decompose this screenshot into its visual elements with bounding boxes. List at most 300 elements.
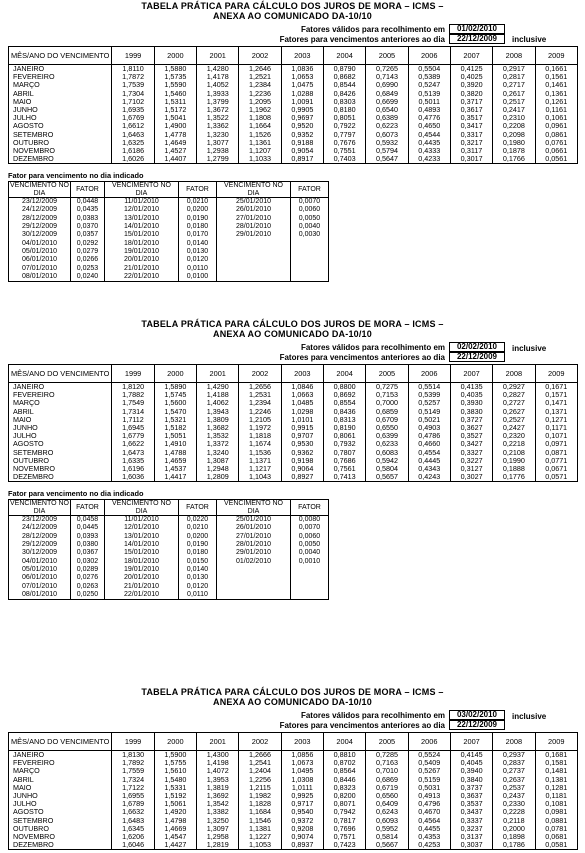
date-cell: 23/12/2009 [9, 198, 71, 207]
factor-cell: 0,8800 [323, 383, 365, 392]
date-cell: 22/01/2010 [105, 273, 179, 282]
factor-cell: 0,3527 [450, 432, 492, 440]
factor-cell: 0,3317 [450, 131, 492, 139]
factor-cell: 0,4544 [408, 131, 450, 139]
factor-cell: 0,2118 [493, 817, 535, 825]
factor-cell: 1,4910 [154, 440, 196, 448]
table-title: TABELA PRÁTICA PARA CÁLCULO DOS JUROS DE MORA – ICMS – [141, 319, 444, 329]
factor-cell: 0,1281 [535, 784, 577, 792]
factor-cell: 0,6389 [366, 114, 408, 122]
factor-cell: 0,1681 [535, 751, 577, 760]
factor-cell: 0,7942 [323, 808, 365, 816]
factor-cell: 0,4455 [408, 825, 450, 833]
factor-cell: 1,1361 [239, 139, 281, 147]
factor-cell: 0,9208 [281, 825, 323, 833]
factor-cell: 1,0846 [281, 383, 323, 392]
fator-cell: 0,0030 [291, 231, 329, 239]
factor-cell: 0,9064 [281, 465, 323, 473]
fator-cell: 0,0200 [179, 206, 217, 214]
fator-cell: 0,0180 [179, 549, 217, 557]
factor-cell: 0,0661 [535, 147, 577, 155]
prev-label: Fatores para vencimentos anteriores ao dia [279, 35, 445, 44]
factor-cell: 0,1471 [535, 399, 577, 407]
factor-cell: 1,5600 [154, 399, 196, 407]
date-cell: 01/02/2010 [217, 558, 291, 566]
vencimento-header: VENCIMENTO NO DIA [105, 500, 179, 516]
factor-cell: 0,2228 [493, 808, 535, 816]
factor-cell: 1,3532 [197, 432, 239, 440]
prev-date: 22/12/2009 [449, 720, 505, 730]
factor-cell: 0,7676 [323, 139, 365, 147]
fator-cell: 0,0040 [291, 549, 329, 557]
month-cell: NOVEMBRO [9, 465, 112, 473]
factor-cell: 0,1161 [535, 106, 577, 114]
fator-cell: 0,0100 [179, 273, 217, 282]
fator-cell: 0,0445 [71, 524, 105, 532]
fator-cell: 0,0140 [179, 240, 217, 248]
year-header: 2003 [281, 47, 323, 65]
year-header: 2003 [281, 733, 323, 751]
fator-cell: 0,0302 [71, 558, 105, 566]
date-cell: 30/12/2009 [9, 549, 71, 557]
factor-cell: 1,5480 [154, 776, 196, 784]
month-cell: SETEMBRO [9, 131, 112, 139]
factor-cell: 1,8110 [112, 65, 154, 74]
factor-cell: 0,4554 [408, 449, 450, 457]
factor-cell: 1,3943 [197, 408, 239, 416]
date-cell: 29/01/2010 [217, 549, 291, 557]
factor-cell: 0,8692 [323, 391, 365, 399]
factor-cell: 1,0091 [281, 98, 323, 106]
factor-cell: 0,6233 [366, 440, 408, 448]
factor-cell: 0,5247 [408, 81, 450, 89]
factor-cell: 0,9925 [281, 792, 323, 800]
factor-cell: 0,1271 [535, 416, 577, 424]
fator-row [9, 248, 329, 256]
factor-cell: 0,2098 [493, 131, 535, 139]
factor-cell: 1,6345 [112, 825, 154, 833]
factor-cell: 0,8927 [281, 473, 323, 482]
vencimento-header: VENCIMENTO NO DIA [217, 500, 291, 516]
factor-cell: 0,0781 [535, 825, 577, 833]
fator-cell: 0,0266 [71, 256, 105, 264]
factor-cell: 0,2837 [493, 759, 535, 767]
factor-cell: 0,2310 [493, 114, 535, 122]
factor-cell: 1,4052 [197, 81, 239, 89]
factor-cell: 1,2246 [239, 408, 281, 416]
factor-cell: 0,9188 [281, 139, 323, 147]
fator-cell: 0,0276 [71, 574, 105, 582]
date-cell: 28/12/2009 [9, 215, 71, 223]
factor-cell: 1,5470 [154, 408, 196, 416]
date-cell [217, 591, 291, 600]
factor-cell: 1,6026 [112, 155, 154, 164]
factor-cell: 0,3517 [450, 114, 492, 122]
fator-row [9, 206, 329, 214]
date-cell: 14/01/2010 [105, 541, 179, 549]
factor-cell: 1,1828 [239, 800, 281, 808]
table-subtitle: ANEXA AO COMUNICADO DA-10/10 [213, 11, 372, 21]
factor-cell: 0,0571 [535, 473, 577, 482]
factor-cell: 1,4788 [154, 449, 196, 457]
factor-cell: 1,5755 [154, 759, 196, 767]
factor-cell: 0,5267 [408, 767, 450, 775]
factor-cell: 1,6196 [112, 465, 154, 473]
month-cell: JULHO [9, 800, 112, 808]
factor-cell: 1,6935 [112, 106, 154, 114]
month-cell: ABRIL [9, 90, 112, 98]
table-section [0, 318, 585, 636]
factor-cell: 1,2541 [239, 759, 281, 767]
factor-cell: 0,8323 [323, 784, 365, 792]
factor-cell: 1,3087 [197, 457, 239, 465]
factor-cell: 0,3437 [450, 808, 492, 816]
factor-cell: 1,8120 [112, 383, 154, 392]
factor-cell: 1,2394 [239, 399, 281, 407]
date-cell: 05/01/2010 [9, 248, 71, 256]
fator-cell [291, 240, 329, 248]
fator-row [9, 256, 329, 264]
factor-cell: 1,6769 [112, 114, 154, 122]
vencimento-header: VENCIMENTO NO DIA [105, 182, 179, 198]
factor-cell: 0,4435 [408, 139, 450, 147]
factor-cell: 0,7797 [323, 131, 365, 139]
table-header-row [9, 47, 578, 65]
inclusive-label: inclusive [512, 344, 547, 353]
month-cell: DEZEMBRO [9, 841, 112, 850]
factor-cell: 0,3117 [450, 147, 492, 155]
factor-cell: 0,5794 [366, 147, 408, 155]
date-cell: 19/01/2010 [105, 248, 179, 256]
factor-cell: 0,0881 [535, 817, 577, 825]
factor-cell: 0,4253 [408, 841, 450, 850]
prev-date: 22/12/2009 [449, 352, 505, 362]
date-cell: 08/01/2010 [9, 591, 71, 600]
year-header: 2008 [493, 733, 535, 751]
factor-cell: 0,3337 [450, 817, 492, 825]
factor-cell: 1,1217 [239, 465, 281, 473]
factor-cell: 0,4353 [408, 833, 450, 841]
year-header: 2007 [450, 365, 492, 383]
factor-cell: 1,1808 [239, 114, 281, 122]
table-title: TABELA PRÁTICA PARA CÁLCULO DOS JUROS DE MORA – ICMS – [141, 687, 444, 697]
factor-cell: 1,5890 [154, 383, 196, 392]
factor-cell: 1,4427 [154, 841, 196, 850]
factor-cell: 0,8810 [323, 751, 365, 760]
fator-cell: 0,0150 [179, 558, 217, 566]
factor-cell: 0,0771 [535, 457, 577, 465]
factor-cell: 0,0581 [535, 841, 577, 850]
month-cell: SETEMBRO [9, 449, 112, 457]
date-cell [217, 273, 291, 282]
month-cell: AGOSTO [9, 122, 112, 130]
year-header: 1999 [112, 47, 154, 65]
factor-cell: 0,3427 [450, 440, 492, 448]
factor-cell: 0,4893 [408, 106, 450, 114]
fator-row [9, 566, 329, 574]
factor-cell: 0,9707 [281, 432, 323, 440]
factor-cell: 0,7010 [366, 767, 408, 775]
factor-cell: 1,4062 [197, 399, 239, 407]
table-section [0, 0, 585, 318]
table-row [9, 473, 578, 482]
fator-cell: 0,0435 [71, 206, 105, 214]
fator-cell: 0,0253 [71, 265, 105, 273]
month-cell: JANEIRO [9, 383, 112, 392]
factor-cell: 1,4417 [154, 473, 196, 482]
factor-cell: 0,7551 [323, 147, 365, 155]
factor-cell: 1,2799 [197, 155, 239, 164]
factor-cell: 0,6719 [366, 784, 408, 792]
factor-cell: 1,2948 [197, 465, 239, 473]
factor-cell: 1,4778 [154, 131, 196, 139]
factor-cell: 1,8130 [112, 751, 154, 760]
month-cell: NOVEMBRO [9, 833, 112, 841]
factor-cell: 1,1546 [239, 817, 281, 825]
fator-cell: 0,0120 [179, 583, 217, 591]
fator-cell: 0,0367 [71, 549, 105, 557]
factor-cell: 0,4786 [408, 432, 450, 440]
factor-cell: 1,6945 [112, 424, 154, 432]
date-cell: 04/01/2010 [9, 558, 71, 566]
date-cell [217, 265, 291, 273]
month-cell: JANEIRO [9, 65, 112, 74]
factor-cell: 0,1776 [493, 473, 535, 482]
fator-row [9, 198, 329, 207]
factor-cell: 0,9697 [281, 114, 323, 122]
factor-cell: 0,9372 [281, 817, 323, 825]
factor-cell: 0,3017 [450, 155, 492, 164]
date-cell: 28/01/2010 [217, 223, 291, 231]
factor-cell: 0,2208 [493, 122, 535, 130]
factor-cell: 0,9717 [281, 800, 323, 808]
fator-cell: 0,0080 [291, 516, 329, 525]
month-cell: MARÇO [9, 81, 112, 89]
factor-cell: 0,7561 [323, 465, 365, 473]
factor-cell: 1,0673 [281, 759, 323, 767]
factor-cell: 0,9352 [281, 131, 323, 139]
factor-cell: 0,0871 [535, 449, 577, 457]
fator-row [9, 265, 329, 273]
valid-label: Fatores válidos para recolhimento em [300, 711, 445, 720]
factor-cell: 0,7153 [366, 391, 408, 399]
juros-table [8, 364, 578, 482]
year-header: 2000 [154, 733, 196, 751]
factor-cell: 0,7413 [323, 473, 365, 482]
fator-cell [291, 248, 329, 256]
fator-cell: 0,0380 [71, 541, 105, 549]
factor-cell: 0,8071 [323, 800, 365, 808]
date-cell: 20/01/2010 [105, 574, 179, 582]
factor-cell: 0,6550 [366, 424, 408, 432]
factor-cell: 0,0561 [535, 155, 577, 164]
factor-cell: 1,4178 [197, 73, 239, 81]
factor-cell: 0,7403 [323, 155, 365, 164]
factor-cell: 0,5647 [366, 155, 408, 164]
year-header: 2004 [323, 733, 365, 751]
factor-cell: 1,6955 [112, 792, 154, 800]
factor-cell: 0,1766 [493, 155, 535, 164]
factor-cell: 0,1081 [535, 800, 577, 808]
factor-cell: 1,1227 [239, 833, 281, 841]
fator-cell: 0,0263 [71, 583, 105, 591]
factor-cell: 1,6186 [112, 147, 154, 155]
table-title: TABELA PRÁTICA PARA CÁLCULO DOS JUROS DE MORA – ICMS – [141, 1, 444, 11]
factor-cell: 0,2437 [493, 792, 535, 800]
factor-cell: 0,1898 [493, 833, 535, 841]
date-cell: 29/12/2009 [9, 541, 71, 549]
factor-cell: 0,4035 [450, 391, 492, 399]
year-header: 2004 [323, 365, 365, 383]
table-header-row [9, 733, 578, 751]
factor-cell: 1,3809 [197, 416, 239, 424]
factor-cell: 0,7423 [323, 841, 365, 850]
valid-label: Fatores válidos para recolhimento em [300, 343, 445, 352]
fator-row [9, 549, 329, 557]
juros-table [8, 732, 578, 850]
fator-header: FATOR [291, 500, 329, 516]
factor-cell: 1,6335 [112, 457, 154, 465]
fator-cell: 0,0180 [179, 223, 217, 231]
date-cell: 21/01/2010 [105, 265, 179, 273]
inclusive-label: inclusive [512, 712, 547, 721]
factor-cell: 1,5041 [154, 114, 196, 122]
fator-row [9, 240, 329, 248]
fator-cell: 0,0448 [71, 198, 105, 207]
fator-cell [291, 566, 329, 574]
month-cell: MARÇO [9, 767, 112, 775]
factor-cell: 1,7559 [112, 767, 154, 775]
factor-cell: 1,6483 [112, 817, 154, 825]
factor-cell: 0,5021 [408, 416, 450, 424]
factor-cell: 1,5182 [154, 424, 196, 432]
factor-cell: 1,1381 [239, 825, 281, 833]
fator-header: FATOR [179, 182, 217, 198]
factor-cell: 0,7932 [323, 440, 365, 448]
year-header: 2001 [197, 47, 239, 65]
factor-cell: 1,7102 [112, 98, 154, 106]
factor-cell: 1,4920 [154, 808, 196, 816]
factor-cell: 0,3940 [450, 767, 492, 775]
factor-cell: 1,3682 [197, 424, 239, 432]
factor-cell: 0,1671 [535, 383, 577, 392]
factor-cell: 0,8313 [323, 416, 365, 424]
factor-cell: 0,8937 [281, 841, 323, 850]
factor-cell: 1,5311 [154, 98, 196, 106]
factor-cell: 0,3037 [450, 841, 492, 850]
month-cell: JUNHO [9, 792, 112, 800]
date-cell [217, 566, 291, 574]
year-header: 2002 [239, 365, 281, 383]
factor-cell: 0,2627 [493, 408, 535, 416]
factor-cell: 1,7882 [112, 391, 154, 399]
factor-cell: 1,7549 [112, 399, 154, 407]
factor-cell: 0,2218 [493, 440, 535, 448]
factor-cell: 0,3820 [450, 90, 492, 98]
factor-cell: 1,5051 [154, 432, 196, 440]
factor-cell: 0,2827 [493, 391, 535, 399]
date-cell [217, 256, 291, 264]
factor-cell: 0,9905 [281, 106, 323, 114]
date-cell: 06/01/2010 [9, 256, 71, 264]
factor-cell: 1,4300 [197, 751, 239, 760]
factor-cell: 1,6473 [112, 449, 154, 457]
fator-table [8, 499, 329, 600]
factor-cell: 1,2819 [197, 841, 239, 850]
factor-cell: 1,0485 [281, 399, 323, 407]
table-row [9, 155, 578, 164]
factor-cell: 0,0681 [535, 833, 577, 841]
factor-cell: 0,5514 [408, 383, 450, 392]
year-header: 2003 [281, 365, 323, 383]
date-cell: 21/01/2010 [105, 583, 179, 591]
year-header: 2009 [535, 733, 577, 751]
factor-cell: 0,4660 [408, 440, 450, 448]
fator-cell: 0,0010 [291, 558, 329, 566]
factor-cell: 0,1786 [493, 841, 535, 850]
factor-cell: 1,2531 [239, 391, 281, 399]
date-cell: 28/01/2010 [217, 541, 291, 549]
fator-cell: 0,0383 [71, 215, 105, 223]
factor-cell: 1,3240 [197, 449, 239, 457]
juros-table [8, 46, 578, 164]
factor-cell: 1,5061 [154, 800, 196, 808]
factor-cell: 0,2537 [493, 784, 535, 792]
factor-cell: 0,4243 [408, 473, 450, 482]
factor-cell: 1,2666 [239, 751, 281, 760]
factor-cell: 0,1061 [535, 114, 577, 122]
table-header-row [9, 365, 578, 383]
factor-cell: 0,3537 [450, 800, 492, 808]
factor-cell: 1,2656 [239, 383, 281, 392]
fator-cell: 0,0130 [179, 574, 217, 582]
factor-cell: 1,1526 [239, 131, 281, 139]
factor-cell: 0,6560 [366, 792, 408, 800]
date-cell: 07/01/2010 [9, 583, 71, 591]
factor-cell: 0,2108 [493, 449, 535, 457]
fator-header: FATOR [291, 182, 329, 198]
factor-cell: 0,1661 [535, 65, 577, 74]
factor-cell: 0,0961 [535, 122, 577, 130]
factor-cell: 1,3953 [197, 776, 239, 784]
factor-cell: 0,9530 [281, 440, 323, 448]
month-cell: AGOSTO [9, 440, 112, 448]
table-section [0, 686, 585, 853]
factor-cell: 1,7112 [112, 416, 154, 424]
factor-cell: 0,2817 [493, 73, 535, 81]
factor-cell: 1,1972 [239, 424, 281, 432]
date-cell: 14/01/2010 [105, 223, 179, 231]
factor-cell: 0,2927 [493, 383, 535, 392]
month-cell: SETEMBRO [9, 817, 112, 825]
factor-cell: 0,1261 [535, 98, 577, 106]
factor-cell: 0,8917 [281, 155, 323, 164]
factor-cell: 1,3382 [197, 808, 239, 816]
factor-cell: 0,3227 [450, 457, 492, 465]
factor-cell: 1,3799 [197, 98, 239, 106]
factor-cell: 0,8436 [323, 408, 365, 416]
factor-cell: 1,2404 [239, 767, 281, 775]
valid-date: 03/02/2010 [449, 710, 505, 720]
factor-cell: 1,3933 [197, 90, 239, 98]
date-cell: 13/01/2010 [105, 215, 179, 223]
fator-title: Fator para vencimento no dia indicado [8, 171, 144, 180]
factor-cell: 0,4233 [408, 155, 450, 164]
factor-cell: 0,7285 [366, 751, 408, 760]
factor-cell: 0,8790 [323, 65, 365, 74]
factor-cell: 0,6869 [366, 776, 408, 784]
factor-cell: 1,0298 [281, 408, 323, 416]
